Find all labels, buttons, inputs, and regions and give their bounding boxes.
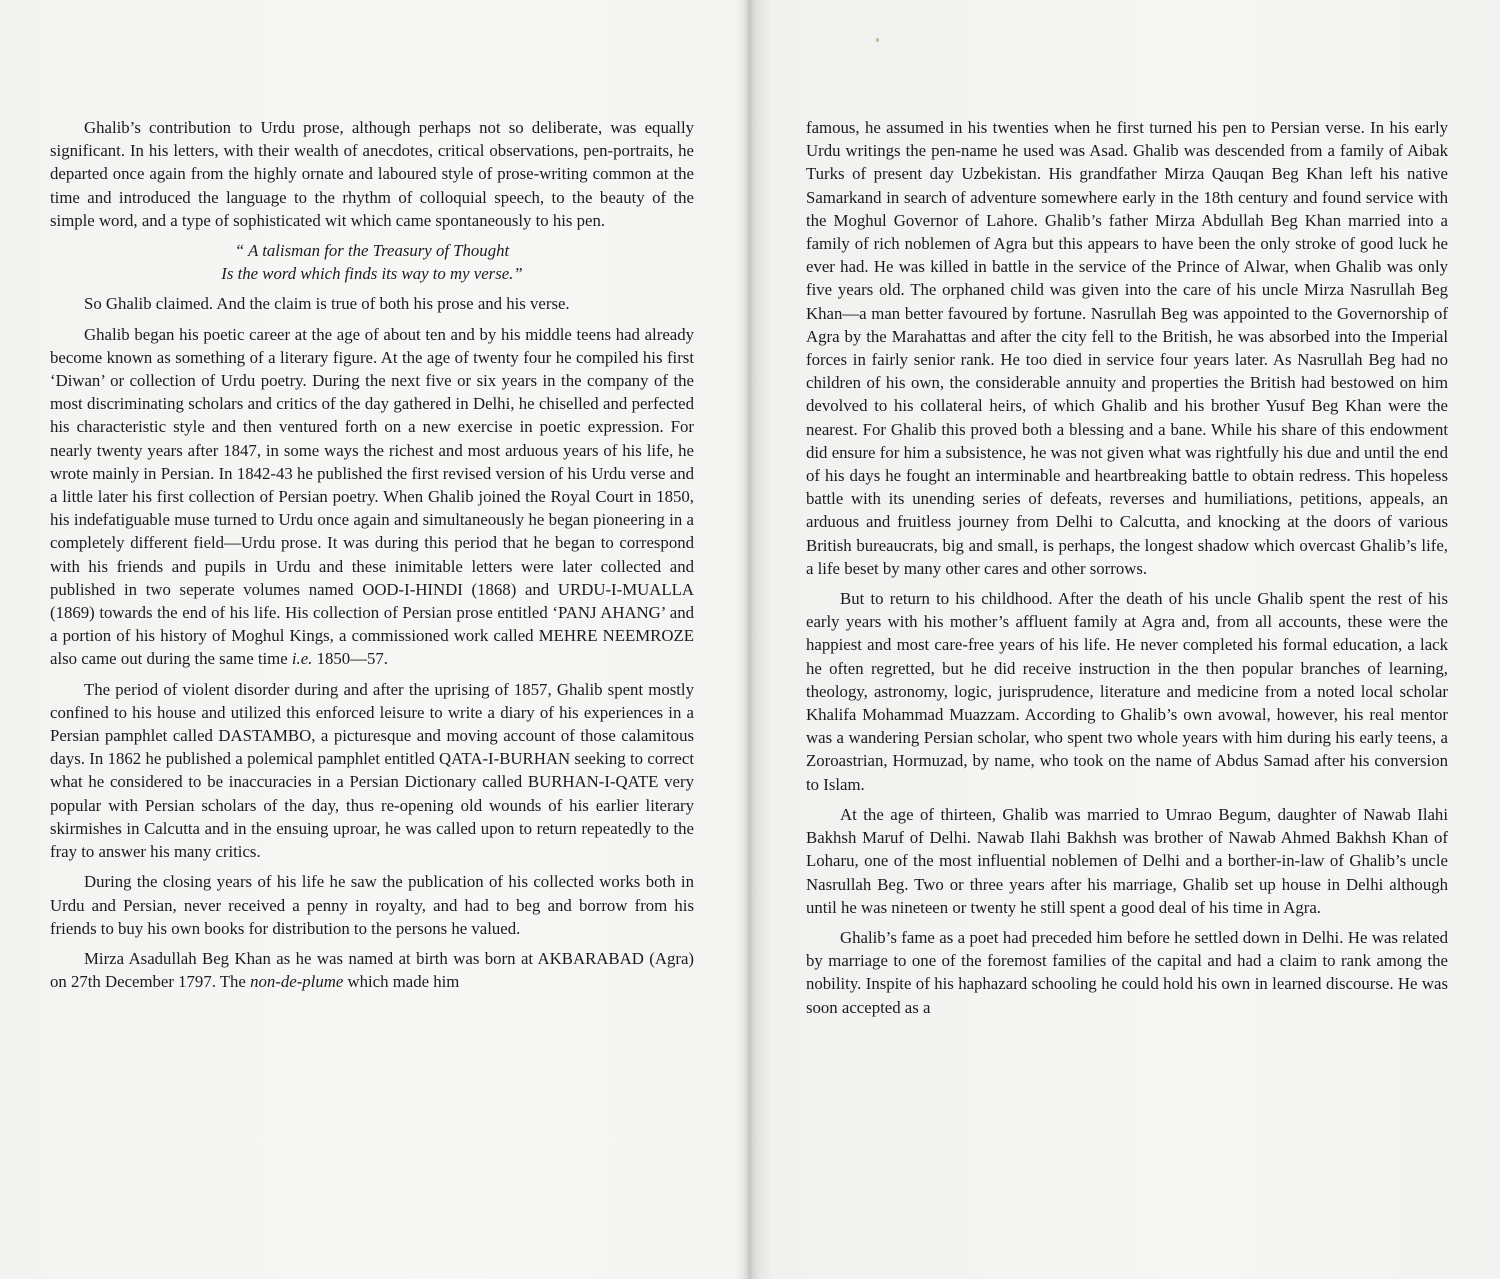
left-paragraph-1: Ghalib’s contribution to Urdu prose, although perhaps not so deliberate, was equally significant. In his letters, with their wealth of anecdotes, critical observations, pen-portraits, he departed once again from the highly ornate and laboured style of prose-writing common at the time and introduced the language to the rhythm of colloquial speech, to the beauty of the simple word, and a type of sophisticated wit which came spontaneously to his pen. bbox=[50, 118, 694, 230]
left-paragraph-5: During the closing years of his life he saw the publication of his collected works both in Urdu and Persian, never received a penny in royalty, and had to beg and borrow from his friends to buy his own books for distribution to the persons he valued. bbox=[50, 872, 694, 938]
ie-abbrev: i.e. bbox=[291, 649, 313, 669]
right-paragraph-4: Ghalib’s fame as a poet had preceded him before he settled down in Delhi. He was related by marriage to one of the foremost families of the capital and had a claim to rank among the nobility. Inspite of his haphazard schooling he could hold his own in learned discourse. He was soon accepted as a bbox=[806, 927, 1448, 1017]
left-page bbox=[50, 116, 694, 1000]
left-paragraph-6 bbox=[50, 947, 694, 993]
right-paragraph-3: At the age of thirteen, Ghalib was married to Umrao Begum, daughter of Nawab Ilahi Bakhsh Maruf of Delhi. Nawab Ilahi Bakhsh was brother of Nawab Ahmed Bakhsh Khan of Loharu, one of the most influential noblemen of Delhi and a borther-in-law of Ghalib’s uncle Nasrullah Beg. Two or three years after his marriage, Ghalib set up house in Delhi although until he was nineteen or twenty he still spent a good deal of his time in Agra. bbox=[806, 804, 1448, 917]
right-page bbox=[806, 116, 1448, 1026]
left-paragraph-6-end: which made him bbox=[347, 972, 460, 992]
page-gutter bbox=[744, 0, 758, 1279]
left-paragraph-3-text: Ghalib began his poetic career at the age of about ten and by his middle teens had already become known as something of a literary figure. At the age of twenty four he compiled his first ‘Diwan’ or collection of Urdu poetry. During the next five or six years in the company of the most discriminating scholars and critics of the day gathered in Delhi, he chiselled and perfected his characteristic style and then ventured forth on a new exercise in poetic expression. For nearly twenty years after 1847, in some ways the richest and most arduous years of his life, he wrote mainly in Persian. In 1842-43 he published the first revised version of his Urdu verse and a little later his first collection of Persian poetry. When Ghalib joined the Royal Court in 1850, his indefatiguable muse turned to Urdu once again and simultaneously he began pioneering in a completely different field—Urdu prose. It was during this period that he began to correspond with his friends and pupils in Urdu and these inimitable letters were later collected and published in two seperate volumes named OOD-I-HINDI (1868) and URDU-I-MUALLA (1869) towards the end of his life. His collection of Persian prose entitled ‘PANJ AHANG’ and a portion of his history of Moghul Kings, a commissioned work called MEHRE NEEMROZE also came out during the same time bbox=[50, 324, 694, 669]
verse-line-2: Is the word which finds its way to my verse.” bbox=[221, 264, 523, 284]
italic-term: non-de-plume bbox=[250, 972, 344, 992]
left-paragraph-2: So Ghalib claimed. And the claim is true of both his prose and his verse. bbox=[84, 294, 570, 314]
left-paragraph-4: The period of violent disorder during and after the uprising of 1857, Ghalib spent mostly confined to his house and utilized this enforced leisure to write a diary of his experiences in a Persian pamphlet called DASTAMBO, a picturesque and moving account of those calamitous days. In 1862 he published a polemical pamphlet entitled QATA-I-BURHAN seeking to correct what he considered to be inaccuracies in a Persian Dictionary called BURHAN-I-QATE very popular with Persian scholars of the day, thus re-opening old wounds of his earlier literary skirmishes in Calcutta and in the ensuing uproar, he was called upon to return repeatedly to the fray to answer his many critics. bbox=[50, 679, 694, 862]
right-paragraph-2: But to return to his childhood. After the death of his uncle Ghalib spent the rest of his early years with his mother’s affluent family at Agra and, from all accounts, these were the happiest and most care-free years of his life. He never completed his formal education, a lack he often regretted, but he did receive instruction in the then popular branches of learning, theology, astronomy, logic, jurisprudence, literature and medicine from a noted local scholar Khalifa Mohammad Muazzam. According to Ghalib’s own avowal, however, his real mentor was a wandering Persian scholar, who spent two whole years with him during his early teens, a Zoroastrian, Hormuzad, by name, who took on the name of Abdus Samad after his conversion to Islam. bbox=[806, 589, 1448, 794]
left-paragraph-3 bbox=[50, 323, 694, 671]
left-paragraph-3-end: 1850—57. bbox=[316, 649, 388, 669]
right-paragraph-1: famous, he assumed in his twenties when he first turned his pen to Persian verse. In his early Urdu writings the pen-name he used was Asad. Ghalib was descended from a family of Aibak Turks of present day Uzbekistan. His grandfather Mirza Qauqan Beg Khan left his native Samarkand in search of adventure somewhere early in the 18th century and found service with the Moghul Governor of Lahore. Ghalib’s father Mirza Abdullah Beg Khan married into a family of rich noblemen of Agra but this appears to have been the only stroke of good luck he ever had. He was killed in battle in the service of the Prince of Alwar, when Ghalib was only five years old. The orphaned child was given into the care of his uncle Mirza Nasrullah Beg Khan—a man better favoured by fortune. Nasrullah Beg was appointed to the Governorship of Agra by the Marahattas and after the city fell to the British, he was absorbed into the Imperial forces in fairly senior rank. He too died in service four years later. As Nasrullah Beg had no children of his own, the considerable annuity and properties the British had bestowed on him devolved to his collateral heirs, of which Ghalib and his brother Yusuf Beg Khan were the nearest. For Ghalib this proved both a blessing and a bane. While his share of this endowment did ensure for him a subsistence, he was not given what was rightfully his due and until the end of his days he fought an interminable and heartbreaking battle to obtain redress. This hopeless battle with its unending series of defeats, reverses and humiliations, petitions, appeals, an arduous and fruitless journey from Delhi to Calcutta, and knocking at the doors of various British bureaucrats, big and small, is perhaps, the longest shadow which overcast Ghalib’s life, a life beset by many other cares and other sorrows. bbox=[806, 118, 1448, 578]
verse-quote bbox=[50, 239, 694, 285]
paper-speck bbox=[876, 38, 879, 42]
verse-line-1: “ A talisman for the Treasury of Thought bbox=[234, 241, 510, 261]
left-paragraph-6-text: Mirza Asadullah Beg Khan as he was named at birth was born at AKBARABAD (Agra) on 27th December 1797. The bbox=[50, 948, 694, 992]
